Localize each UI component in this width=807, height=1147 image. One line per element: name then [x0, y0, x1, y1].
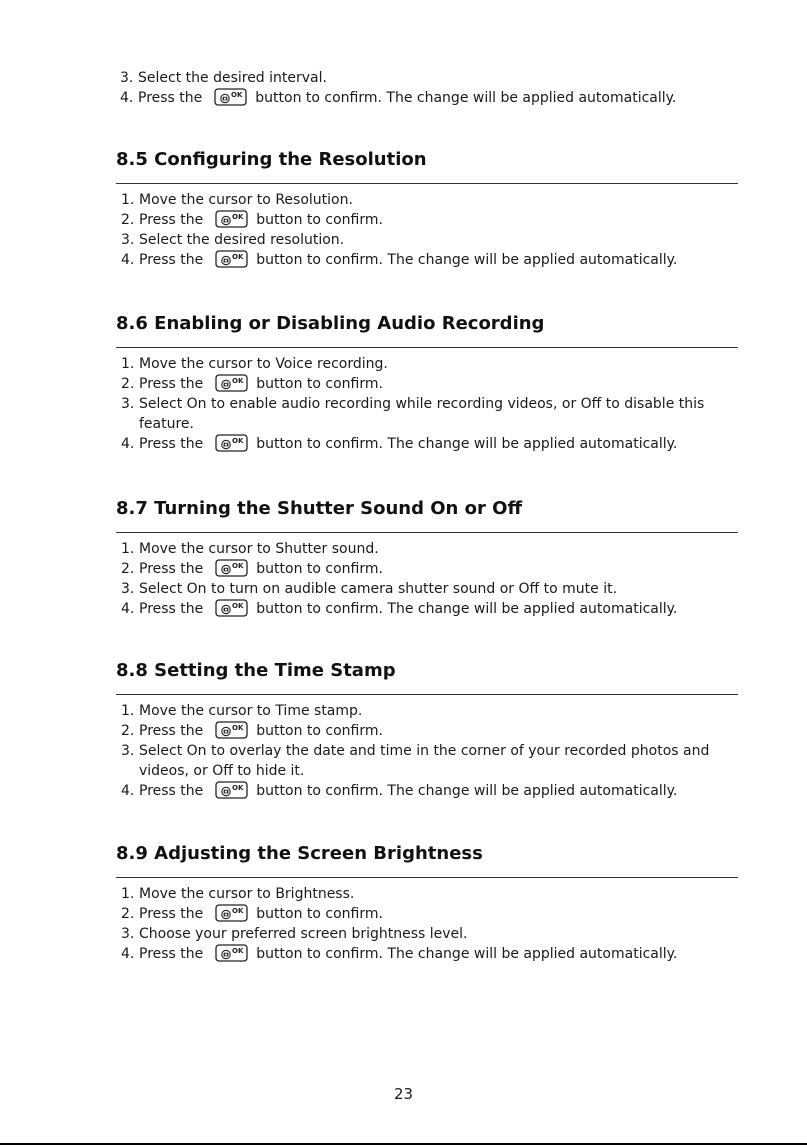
step-number: 4.: [121, 783, 135, 799]
step-text-after-icon: button to confirm. The change will be applied automatically.: [256, 436, 678, 452]
step-text-after-icon: button to confirm.: [256, 723, 383, 739]
step-text-after-icon: button to confirm.: [256, 906, 383, 922]
step-number: 3.: [121, 396, 135, 412]
step-text-after-icon: button to confirm. The change will be applied automatically.: [256, 946, 678, 962]
camera-ok-button-icon: [215, 904, 248, 922]
list-item: [121, 781, 738, 801]
section-resolution: [116, 148, 738, 270]
step-number: 1.: [121, 541, 135, 557]
step-text-before-icon: Press the: [139, 723, 204, 739]
page-number: 23: [393, 1085, 414, 1103]
list-item: [121, 210, 738, 230]
step-text: Choose your preferred screen brightness level.: [139, 926, 468, 942]
step-number: 1.: [121, 356, 135, 372]
step-list: [116, 539, 738, 619]
section-heading: 8.7 Turning the Shutter Sound On or Off: [116, 498, 523, 519]
step-text-after-icon: button to confirm. The change will be applied automatically.: [255, 90, 677, 106]
step-text: Move the cursor to Time stamp.: [139, 703, 363, 719]
step-list: [116, 354, 738, 454]
step-text: Select On to overlay the date and time in the corner of your recorded photos and videos, or Off to hide it.: [139, 743, 710, 779]
step-number: 3.: [121, 743, 135, 759]
ok-label: OK: [232, 213, 244, 221]
step-text: Select On to turn on audible camera shutter sound or Off to mute it.: [139, 581, 618, 597]
step-number: 4.: [121, 252, 135, 268]
step-text-before-icon: Press the: [139, 783, 204, 799]
intro-steps: [120, 68, 740, 108]
step-number: 3.: [121, 926, 135, 942]
section-time-stamp: [116, 659, 738, 801]
step-text-after-icon: button to confirm. The change will be applied automatically.: [256, 601, 678, 617]
step-number: 2.: [121, 561, 135, 577]
step-text: Move the cursor to Brightness.: [139, 886, 355, 902]
step-number: 2.: [121, 376, 135, 392]
step-text-before-icon: Press the: [139, 252, 204, 268]
section-divider: [116, 183, 738, 184]
section-divider: [116, 347, 738, 348]
list-item: [120, 88, 740, 108]
section-divider: [116, 877, 738, 878]
ok-label: OK: [232, 377, 244, 385]
ok-label: OK: [232, 253, 244, 261]
step-text: Move the cursor to Voice recording.: [139, 356, 388, 372]
step-text-before-icon: Press the: [138, 90, 203, 106]
step-text-before-icon: Press the: [139, 601, 204, 617]
ok-label: OK: [232, 784, 244, 792]
step-number: 4.: [121, 601, 135, 617]
section-audio-recording: [116, 312, 738, 454]
camera-ok-button-icon: [215, 374, 248, 392]
camera-ok-button-icon: [215, 559, 248, 577]
step-text: Select On to enable audio recording while recording videos, or Off to disable this feature.: [139, 396, 705, 432]
camera-ok-button-icon: [215, 781, 248, 799]
step-list: [116, 701, 738, 801]
section-shutter-sound: [116, 497, 738, 619]
step-text-after-icon: button to confirm. The change will be applied automatically.: [256, 252, 678, 268]
list-item: [121, 701, 738, 721]
step-list: [116, 190, 738, 270]
step-number: 4.: [121, 946, 135, 962]
step-text: Select the desired interval.: [138, 70, 327, 86]
section-divider: [116, 694, 738, 695]
camera-ok-button-icon: [214, 88, 247, 106]
step-text: Select the desired resolution.: [139, 232, 345, 248]
ok-label: OK: [232, 724, 244, 732]
step-number: 1.: [121, 192, 135, 208]
list-item: [121, 434, 738, 454]
list-item: [121, 904, 738, 924]
step-number: 3.: [121, 232, 135, 248]
step-number: 1.: [121, 886, 135, 902]
ok-label: OK: [232, 602, 244, 610]
step-text-after-icon: button to confirm. The change will be applied automatically.: [256, 783, 678, 799]
step-text-after-icon: button to confirm.: [256, 376, 383, 392]
step-number: 2.: [121, 723, 135, 739]
ok-label: OK: [231, 91, 243, 99]
step-number: 2.: [121, 212, 135, 228]
camera-ok-button-icon: [215, 944, 248, 962]
list-item: [121, 944, 738, 964]
camera-ok-button-icon: [215, 434, 248, 452]
step-text-before-icon: Press the: [139, 906, 204, 922]
list-item: [121, 741, 738, 781]
section-heading: 8.9 Adjusting the Screen Brightness: [116, 843, 483, 864]
step-number: 3.: [120, 70, 134, 86]
bottom-border: [0, 1143, 807, 1145]
list-item: [121, 599, 738, 619]
list-item: [121, 559, 738, 579]
list-item: [121, 884, 738, 904]
step-text-before-icon: Press the: [139, 561, 204, 577]
ok-label: OK: [232, 947, 244, 955]
camera-ok-button-icon: [215, 250, 248, 268]
section-heading: 8.6 Enabling or Disabling Audio Recording: [116, 313, 545, 334]
list-item: [121, 374, 738, 394]
list-item: [121, 539, 738, 559]
list-item: [120, 68, 740, 88]
section-heading: 8.8 Setting the Time Stamp: [116, 660, 396, 681]
step-number: 4.: [121, 436, 135, 452]
step-text-before-icon: Press the: [139, 376, 204, 392]
camera-ok-button-icon: [215, 599, 248, 617]
list-item: [121, 579, 738, 599]
section-screen-brightness: [116, 842, 738, 964]
list-item: [121, 250, 738, 270]
ok-label: OK: [232, 562, 244, 570]
list-item: [121, 924, 738, 944]
step-list: [116, 884, 738, 964]
step-text: Move the cursor to Shutter sound.: [139, 541, 379, 557]
step-number: 2.: [121, 906, 135, 922]
list-item: [121, 354, 738, 374]
section-heading: 8.5 Configuring the Resolution: [116, 149, 427, 170]
step-text-before-icon: Press the: [139, 436, 204, 452]
list-item: [121, 394, 738, 434]
section-divider: [116, 532, 738, 533]
step-number: 1.: [121, 703, 135, 719]
camera-ok-button-icon: [215, 721, 248, 739]
step-text: Move the cursor to Resolution.: [139, 192, 353, 208]
step-text-before-icon: Press the: [139, 946, 204, 962]
ok-label: OK: [232, 907, 244, 915]
step-text-after-icon: button to confirm.: [256, 212, 383, 228]
step-number: 4.: [120, 90, 134, 106]
step-text-before-icon: Press the: [139, 212, 204, 228]
ok-label: OK: [232, 437, 244, 445]
list-item: [121, 190, 738, 210]
step-text-after-icon: button to confirm.: [256, 561, 383, 577]
camera-ok-button-icon: [215, 210, 248, 228]
list-item: [121, 721, 738, 741]
step-number: 3.: [121, 581, 135, 597]
list-item: [121, 230, 738, 250]
